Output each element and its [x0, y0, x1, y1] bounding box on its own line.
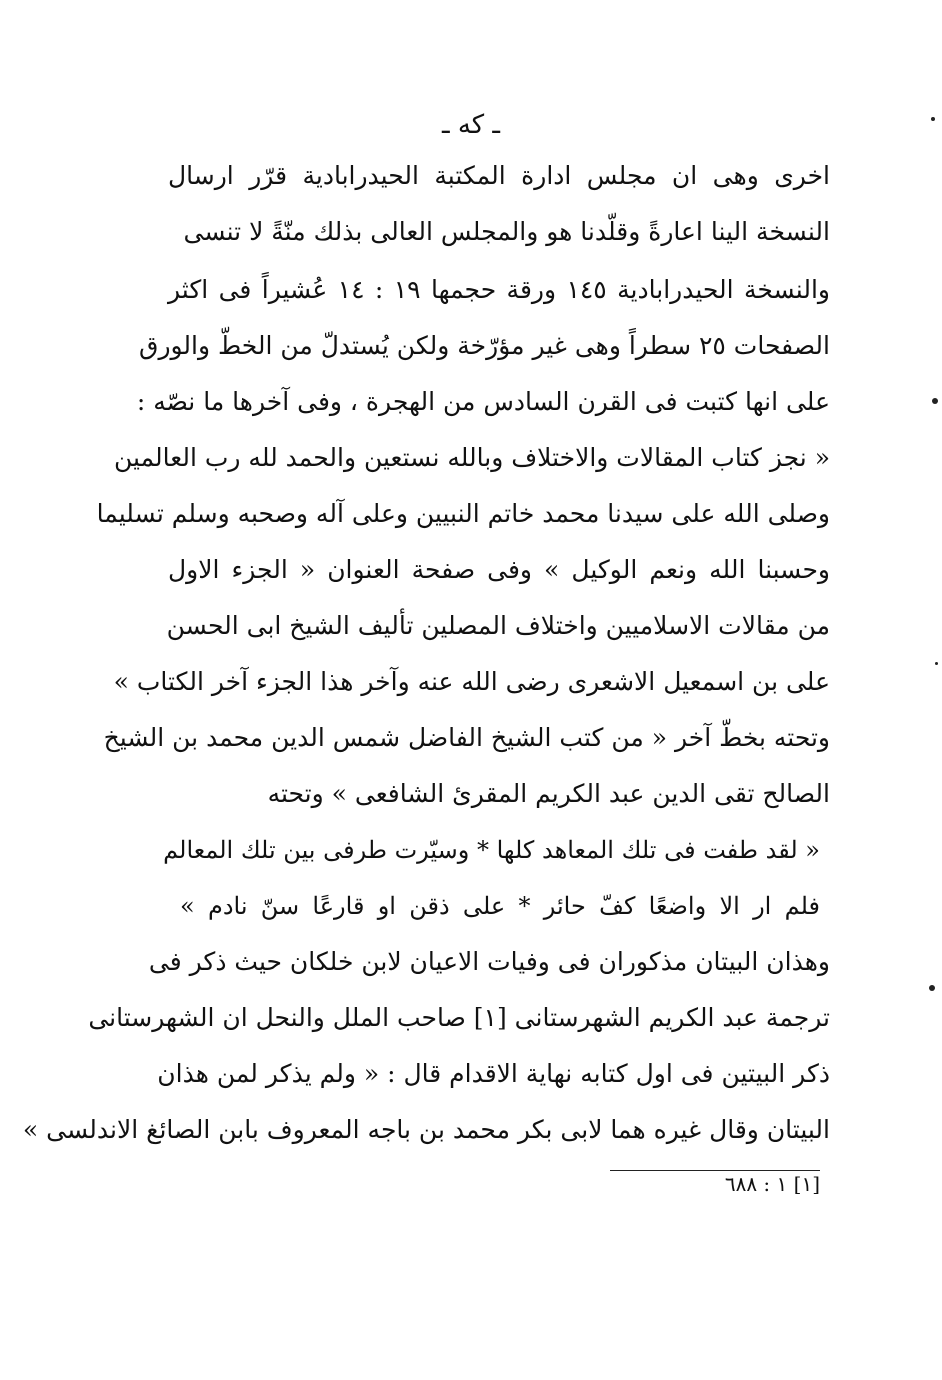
poem-verses — [163, 822, 820, 934]
text-line: ذكر البيتين فى اول كتابه نهاية الاقدام قال : « ولم يذكر لمن هذان — [157, 1059, 830, 1088]
poem-verse: « لقد طفت فى تلك المعاهد كلها * وسيّرت طرفى بين تلك المعالم — [163, 836, 820, 864]
margin-dot — [935, 662, 938, 665]
text-line: البيتان وقال غيره هما لابى بكر محمد بن باجه المعروف بابن الصائغ الاندلسى » — [22, 1115, 830, 1144]
text-line: وتحته بخطّ آخر « من كتب الشيخ الفاضل شمس الدين محمد بن الشيخ — [103, 723, 830, 752]
margin-dot — [932, 398, 938, 404]
footnote: [١] ١ : ٦٨٨ — [724, 1172, 820, 1196]
margin-dot — [931, 117, 935, 121]
poem-verse: فلم ار الا واضعًا كفّ حائر * على ذقن او قارعًا سنّ نادم » — [180, 892, 820, 920]
text-line: على بن اسمعيل الاشعرى رضى الله عنه وآخر هذا الجزء آخر الكتاب » — [113, 667, 830, 696]
text-line: وصلى الله على سيدنا محمد خاتم النبيين وعلى آله وصحبه وسلم تسليما — [96, 499, 830, 528]
paragraph-1 — [168, 148, 830, 260]
margin-dot — [929, 985, 935, 991]
text-line: والنسخة الحيدرابادية ١٤٥ ورقة حجمها ١٩ : ١٤ عُشيراً فى اكثر — [168, 275, 830, 304]
text-line: وحسبنا الله ونعم الوكيل » وفى صفحة العنوان « الجزء الاول — [168, 555, 830, 584]
text-line: الصفحات ٢٥ سطراً وهى غير مؤرّخة ولكن يُستدلّ من الخطّ والورق — [139, 331, 830, 360]
text-line: اخرى وهى ان مجلس ادارة المكتبة الحيدرابادية قرّر ارسال — [168, 161, 830, 190]
text-line: النسخة الينا اعارةً وقلّدنا هو والمجلس العالى بذلك منّةً لا تنسى — [183, 217, 830, 246]
text-line: « نجز كتاب المقالات والاختلاف وبالله نستعين والحمد لله رب العالمين — [114, 443, 830, 472]
footnote-divider — [610, 1170, 820, 1171]
text-line: ترجمة عبد الكريم الشهرستانى [١] صاحب الملل والنحل ان الشهرستانى — [88, 1003, 830, 1032]
page-number: ـ كه ـ — [441, 110, 501, 140]
text-line: من مقالات الاسلاميين واختلاف المصلين تأليف الشيخ ابى الحسن — [166, 611, 830, 640]
paragraph-3 — [22, 934, 830, 1158]
text-line: على انها كتبت فى القرن السادس من الهجرة ، وفى آخرها ما نصّه : — [136, 387, 830, 416]
text-line: وهذان البيتان مذكوران فى وفيات الاعيان لابن خلكان حيث ذكر فى — [148, 947, 830, 976]
paragraph-2 — [96, 262, 830, 822]
text-line: الصالح تقى الدين عبد الكريم المقرىٔ الشافعى » وتحته — [267, 779, 830, 808]
